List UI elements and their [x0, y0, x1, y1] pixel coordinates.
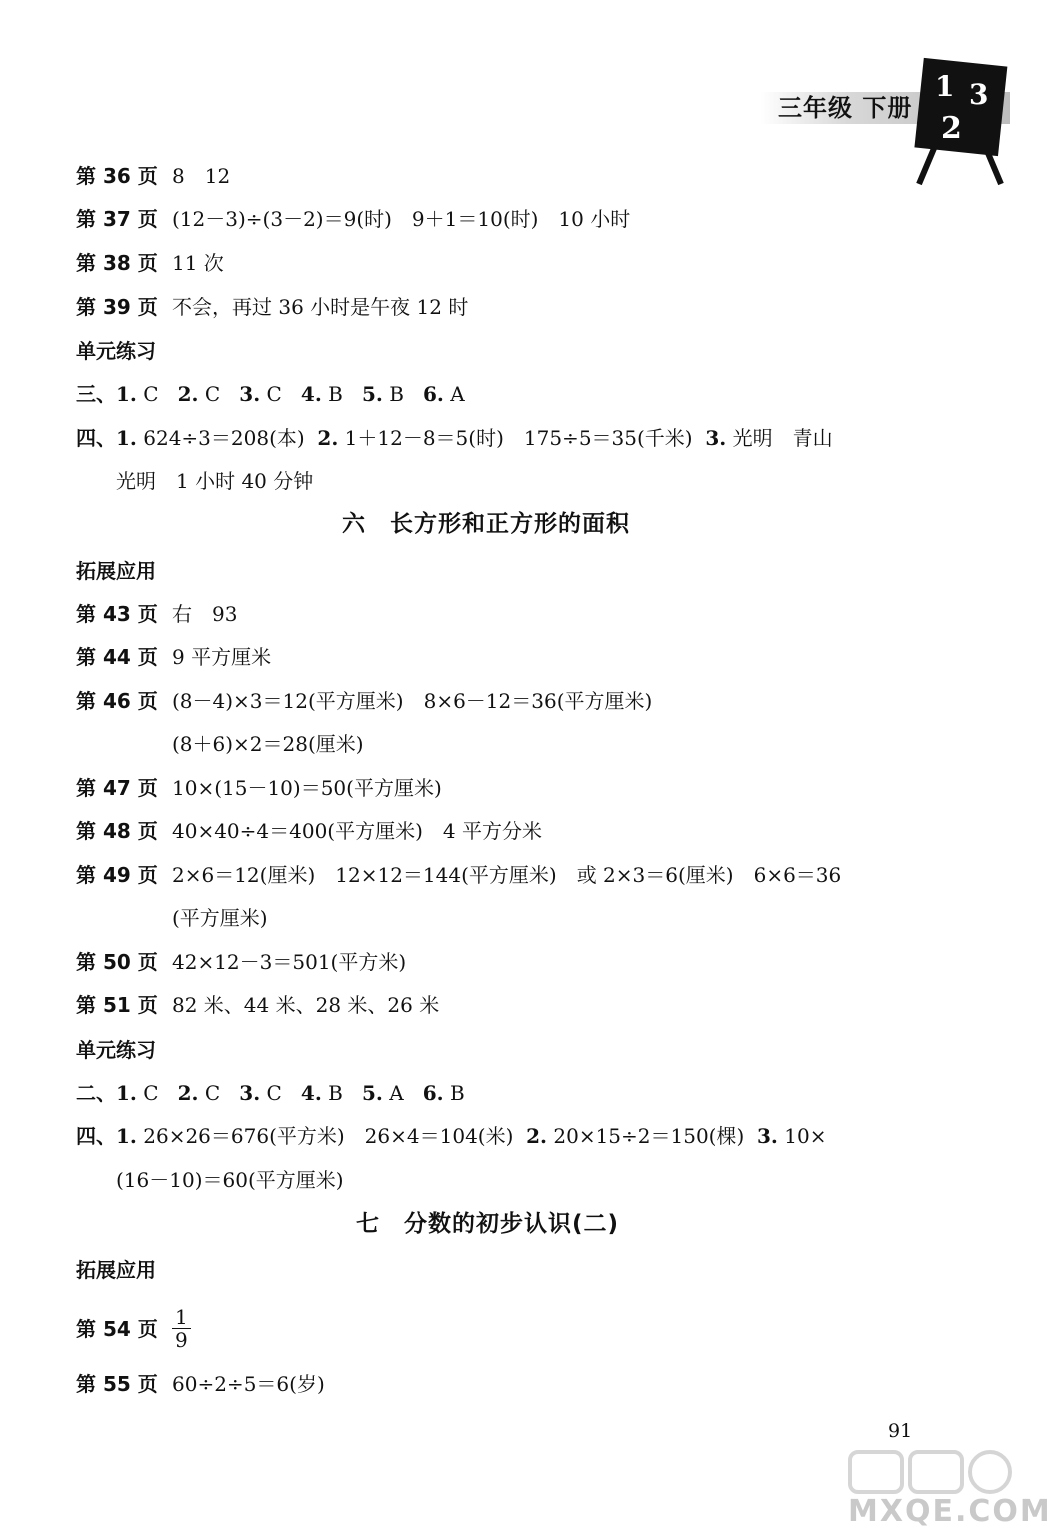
unit-practice-heading: 单元练习: [76, 339, 156, 363]
answer-line-47: 第 47 页 10×(15－10)＝50(平方厘米): [76, 776, 442, 800]
answer-row-si-1: 四、1. 624÷3＝208(本) 2. 1＋12－8＝5(时) 175÷5＝35(千米) 3. 光明 青山: [76, 426, 833, 450]
answer-line-37: 第 37 页 (12－3)÷(3－2)＝9(时) 9＋1＝10(时) 10 小时: [76, 207, 631, 231]
answer-line-46-cont: (8＋6)×2＝28(厘米): [172, 732, 364, 756]
answer-line-38: 第 38 页 11 次: [76, 251, 224, 275]
answer-line-51: 第 51 页 82 米、44 米、28 米、26 米: [76, 993, 440, 1017]
extension-heading-6: 拓展应用: [76, 559, 156, 583]
board-digit-3: 2: [941, 111, 962, 146]
watermark-text: MXQE.COM: [848, 1494, 1052, 1529]
answer-line-49-cont: (平方厘米): [172, 906, 268, 930]
board-digit-2: 3: [969, 78, 989, 111]
answer-line-44: 第 44 页 9 平方厘米: [76, 645, 272, 669]
fraction: $\frac{1}{9}$: [172, 1306, 191, 1351]
answer-row-si-6: 四、1. 26×26＝676(平方米) 26×4＝104(米) 2. 20×15÷2＝150(棵) 3. 10×: [76, 1124, 827, 1148]
answer-line-49: 第 49 页 2×6＝12(厘米) 12×12＝144(平方厘米) 或 2×3＝6(厘米) 6×6＝36: [76, 863, 842, 887]
answer-row-er: 二、1. C 2. C 3. C 4. B 5. A 6. B: [76, 1081, 465, 1105]
page-number: 91: [888, 1420, 913, 1442]
answer-line-50: 第 50 页 42×12－3＝501(平方米): [76, 950, 407, 974]
answer-line-36: 第 36 页 8 12: [76, 164, 231, 188]
grade-label: 三年级 下册: [778, 94, 913, 122]
answer-row-si-6-cont: (16－10)＝60(平方厘米): [116, 1168, 344, 1192]
section-title-6: 六 长方形和正方形的面积: [342, 511, 630, 537]
answer-line-46: 第 46 页 (8－4)×3＝12(平方厘米) 8×6－12＝36(平方厘米): [76, 689, 653, 713]
board-digit-1: 1: [935, 70, 955, 103]
answer-row-si-1-cont: 光明 1 小时 40 分钟: [116, 469, 314, 493]
answer-line-54: 第 54 页 $\frac{1}{9}$: [76, 1305, 191, 1351]
answer-line-39: 第 39 页 不会，再过 36 小时是午夜 12 时: [76, 295, 469, 319]
answer-line-48: 第 48 页 40×40÷4＝400(平方厘米) 4 平方分米: [76, 819, 542, 843]
answer-row-san: 三、1. C 2. C 3. C 4. B 5. B 6. A: [76, 382, 465, 406]
answer-line-43: 第 43 页 右 93: [76, 602, 238, 626]
extension-heading-7: 拓展应用: [76, 1258, 156, 1282]
chalkboard-icon: [905, 56, 1015, 186]
answer-line-55: 第 55 页 60÷2÷5＝6(岁): [76, 1372, 325, 1396]
unit-practice-heading-6: 单元练习: [76, 1038, 156, 1062]
section-title-7: 七 分数的初步认识(二): [356, 1211, 620, 1237]
